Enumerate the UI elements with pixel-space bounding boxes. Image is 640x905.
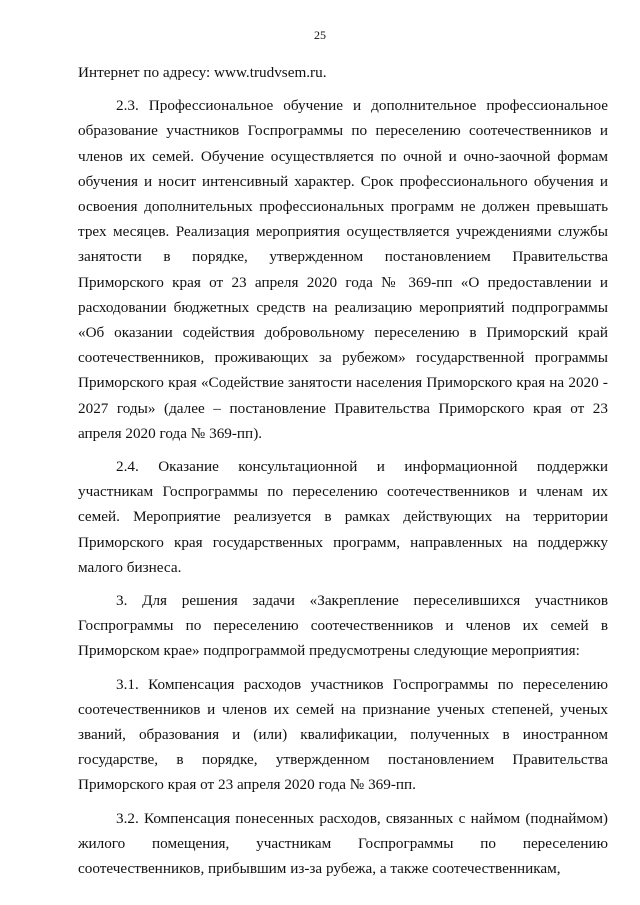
paragraph-2-4: 2.4. Оказание консультационной и информационной поддержки участникам Госпрограммы по переселению соотечественников и членам их семей. Мероприятие реализуется в рамках действующих на территории Приморского края государственных программ, направленных на поддержку малого бизнеса. — [78, 458, 608, 576]
paragraph-3-2: 3.2. Компенсация понесенных расходов, связанных с наймом (поднаймом) жилого помещения, участникам Госпрограммы по переселению соотечественников, прибывшим из-за рубежа, а также соотечественникам, — [78, 809, 608, 878]
paragraph-3-1: 3.1. Компенсация расходов участников Госпрограммы по переселению соотечественников и членов их семей на признание ученых степеней, ученых званий, образования и (или) квалификации, полученных в иностранном государстве, в порядке, утвержденном постановлением Правительства Приморского края от 23 апреля 2020 года № 369-пп. — [78, 675, 608, 794]
paragraph-2-3: 2.3. Профессиональное обучение и дополнительное профессиональное образование участников Госпрограммы по переселению соотечественников и членов их семей. Обучение осуществляется по очной и очно-заочной формам обучения и носит интенсивный характер. Срок профессионального обучения и освоения дополнительных профессиональных программ не должен превышать трех месяцев. Реализация мероприятия осуществляется учреждениями службы занятости в порядке, утвержденном постановлением Правительства Приморского края от 23 апреля 2020 года № 369-пп «О предоставлении и расходовании бюджетных средств на реализацию мероприятий подпрограммы «Об оказании содействия добровольному переселению в Приморский край соотечественников, проживающих за рубежом» государственной программы Приморского края «Содействие занятости населения Приморского края на 2020 - 2027 годы» (далее – постановление Правительства Приморского края от 23 апреля 2020 года № 369-пп). — [78, 97, 608, 442]
page-number: 25 — [314, 28, 326, 42]
paragraph-continuation: Интернет по адресу: www.trudvsem.ru. — [78, 64, 327, 81]
document-body — [78, 60, 608, 889]
paragraph-3: 3. Для решения задачи «Закрепление переселившихся участников Госпрограммы по переселению соотечественников и членов их семей в Приморском крае» подпрограммой предусмотрены следующие мероприятия: — [78, 592, 608, 660]
